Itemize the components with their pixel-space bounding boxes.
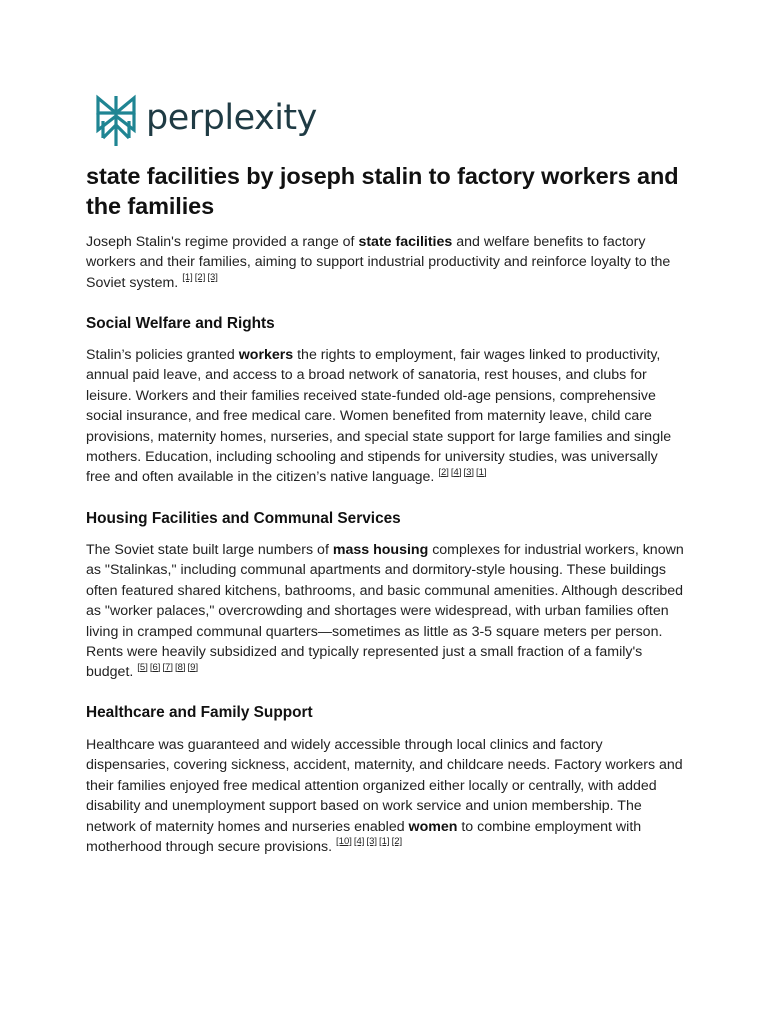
highlight-workers: workers (238, 347, 294, 363)
citation-group (438, 467, 488, 478)
section-housing (86, 509, 686, 529)
section-heading: Housing Facilities and Communal Services (86, 510, 401, 527)
section-social-welfare (86, 314, 686, 334)
citation-group (182, 272, 220, 283)
citation-link[interactable]: [3] (463, 466, 475, 478)
section-heading: Healthcare and Family Support (86, 704, 313, 721)
citation-link[interactable]: [6] (149, 661, 161, 673)
citation-group (137, 662, 200, 673)
brand-name: perplexity (146, 97, 317, 138)
section-heading: Social Welfare and Rights (86, 315, 275, 332)
citation-link[interactable]: [9] (187, 661, 199, 673)
section-social-welfare-body (86, 345, 686, 488)
intro-paragraph-block (86, 232, 686, 293)
highlight-women: women (408, 818, 458, 835)
section-healthcare-body (86, 735, 686, 857)
highlight-state-facilities: state facilities (358, 234, 453, 250)
citation-link[interactable]: [4] (353, 836, 365, 848)
section-healthcare (86, 703, 686, 723)
section-housing-body (86, 540, 686, 683)
section-paragraph: Healthcare was guaranteed and widely accessible through local clinics and factory dispensaries, covering sickness, accident, maternity, and childcare needs. Factory workers and their families enjoyed free medical attention organized either locally or centrally, with added disability and unemployment support based on work service and union membership. The network of maternity homes and nurseries enabled women to combine employment with motherhood through secure provisions. [10] [4] [3] [1] [2] (86, 737, 683, 856)
citation-link[interactable]: [2] (438, 466, 449, 478)
highlight-mass-housing: mass housing (332, 542, 429, 558)
citation-link[interactable]: [2] (194, 272, 206, 284)
citation-link[interactable]: [2] (391, 836, 403, 848)
citation-link[interactable]: [10] (336, 836, 352, 848)
citation-link[interactable]: [1] (379, 836, 390, 848)
citation-link[interactable]: [8] (174, 661, 186, 673)
citation-link[interactable]: [1] (476, 466, 487, 478)
intro-paragraph: Joseph Stalin's regime provided a range of state facilities and welfare benefits to factory workers and their families, aiming to support industrial productivity and reinforce loyalty to the Soviet system. [1] [2] [3] (86, 234, 671, 291)
perplexity-logo-icon (94, 94, 138, 148)
citation-group (336, 836, 404, 847)
section-paragraph: The Soviet state built large numbers of mass housing complexes for industrial workers, known as "Stalinkas," including communal apartments and dormitory-style housing. These buildings often featured shared kitchens, bathrooms, and basic communal amenities. Although described as "worker palaces," overcrowding and shortages were widespread, with urban families often living in cramped communal quarters—sometimes as little as 3-5 square meters per person. Rents were heavily subsidized and typically represented just a small fraction of a family's budget. [5] [6] [7] [8] [9] (86, 542, 684, 681)
citation-link[interactable]: [3] (207, 272, 218, 284)
citation-link[interactable]: [5] (137, 661, 148, 673)
citation-link[interactable]: [4] (450, 466, 462, 478)
citation-link[interactable]: [3] (366, 836, 377, 848)
brand-logo (94, 94, 317, 148)
page-title: state facilities by joseph stalin to factory workers and the families (86, 163, 679, 219)
section-paragraph: Stalin’s policies granted workers the rights to employment, fair wages linked to productivity, annual paid leave, and access to a broad network of sanatoria, rest houses, and clubs for leisure. Workers and their families received state-funded old-age pensions, comprehensive social insurance, and free medical care. Women benefited from maternity leave, child care provisions, maternity homes, nurseries, and special state support for large families and single mothers. Education, including schooling and stipends for university studies, was universally free and often available in the citizen’s native language. [2] [4] [3] [1] (86, 347, 672, 486)
citation-link[interactable]: [7] (162, 661, 173, 673)
citation-link[interactable]: [1] (182, 272, 193, 284)
